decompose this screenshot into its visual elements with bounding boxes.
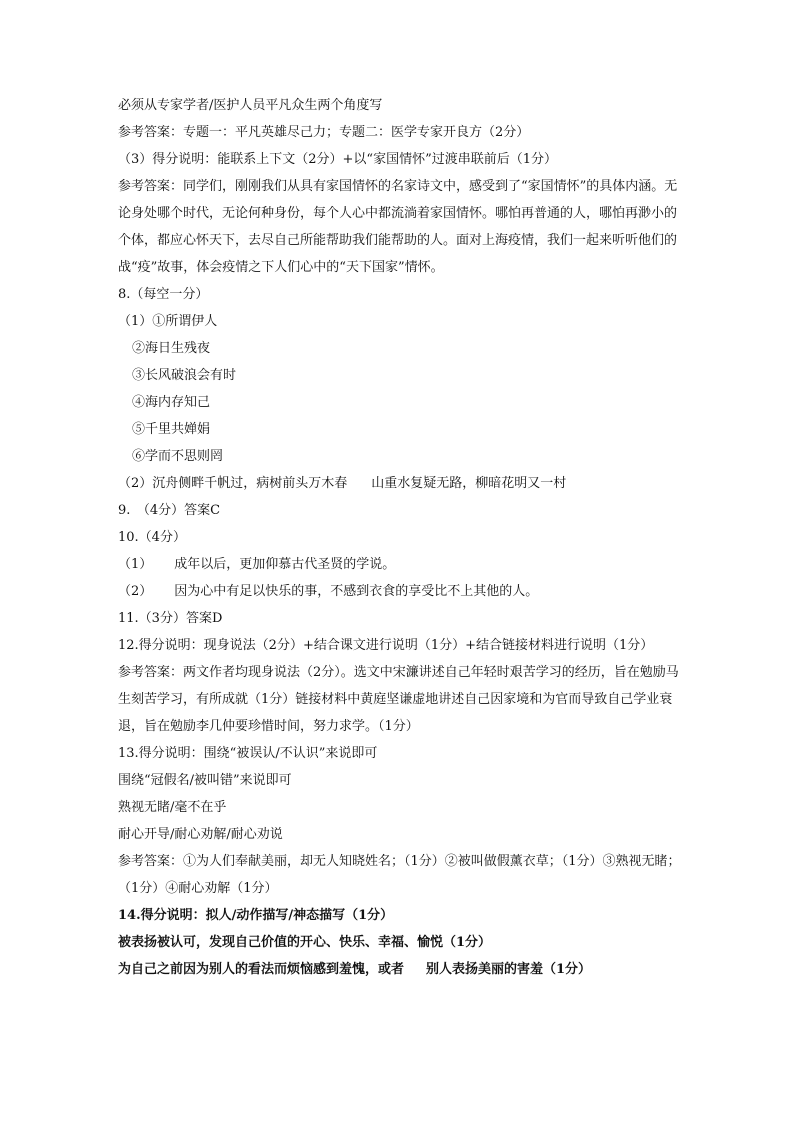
text-line: 熟视无睹/毫不在乎 <box>118 800 227 815</box>
text-segment: 为自己之前因为别人的看法而烦恼感到羞愧，或者 <box>118 962 405 977</box>
text-line: 围绕“冠假名/被叫错”来说即可 <box>118 773 292 788</box>
text-paragraph: 12.得分说明：现身说法（2分）+结合课文进行说明（1分）+结合链接材料进行说明（1分） <box>118 638 654 653</box>
text-line: ④海内存知己 <box>132 395 211 410</box>
text-segment: 山重水复疑无路，柳暗花明又一村 <box>371 476 567 491</box>
text-line: 必须从专家学者/医护人员平凡众生两个角度写 <box>118 98 383 113</box>
text-line: ⑥学而不思则罔 <box>132 449 224 464</box>
text-paragraph: 参考答案：同学们，刚刚我们从具有家国情怀的名家诗文中，感受到了“家国情怀”的具体内涵。无论身处哪个时代，无论何种身份，每个人心中都流淌着家国情怀。哪怕再普通的人，哪怕再渺小的个体，都应心怀天下，去尽自己所能帮助我们能帮助的人。面对上海疫情，我们一起来听听他们的战“疫”故事，体会疫情之下人们心中的“天下国家”情怀。 <box>118 179 678 275</box>
text-line: 14.得分说明：拟人/动作描写/神态描写（1分） <box>118 908 394 923</box>
text-line: 10.（4分） <box>118 530 186 545</box>
text-line: ⑤千里共婵娟 <box>132 422 211 437</box>
text-line: （1）①所谓伊人 <box>118 314 218 329</box>
text-line <box>118 551 686 578</box>
text-segment: （2） <box>118 584 153 599</box>
text-segment: （1） <box>118 557 153 572</box>
text-line: 被表扬被认可，发现自己价值的开心、快乐、幸福、愉悦（1分） <box>118 935 492 950</box>
text-line: 耐心开导/耐心劝解/耐心劝说 <box>118 827 283 842</box>
text-line <box>118 470 686 497</box>
text-line: 11.（3分）答案D <box>118 611 223 626</box>
text-line: ②海日生残夜 <box>132 341 211 356</box>
text-segment: 因为心中有足以快乐的事，不感到衣食的享受比不上其他的人。 <box>174 584 539 599</box>
text-line <box>118 578 686 605</box>
text-line <box>118 956 686 983</box>
text-line: 8.（每空一分） <box>118 287 209 302</box>
text-segment: （2）沉舟侧畔千帆过，病树前头万木春 <box>118 476 348 491</box>
text-paragraph: 参考答案：两文作者均现身说法（2分）。选文中宋濂讲述自己年轻时艰苦学习的经历，旨在勉励马生刻苦学习，有所成就（1分）链接材料中黄庭坚谦虚地讲述自己因家境和为官而导致自己学业衰退，旨在勉励李几仲要珍惜时间，努力求学。（1分） <box>118 665 679 734</box>
text-segment: 成年以后，更加仰慕古代圣贤的学说。 <box>174 557 396 572</box>
answer-key-content <box>118 92 686 983</box>
text-line: ③长风破浪会有时 <box>132 368 237 383</box>
text-line: 参考答案：专题一：平凡英雄尽己力；专题二：医学专家开良方（2分） <box>118 125 530 140</box>
text-line: （3）得分说明：能联系上下文（2分）+以“家国情怀”过渡串联前后（1分） <box>118 152 557 167</box>
text-line: 13.得分说明：围绕“被误认/不认识”来说即可 <box>118 746 378 761</box>
text-paragraph: 参考答案：①为人们奉献美丽，却无人知晓姓名；（1分）②被叫做假薰衣草；（1分）③熟视无睹；（1分）④耐心劝解（1分） <box>118 854 681 896</box>
text-line: 9. （4分）答案C <box>118 503 221 518</box>
text-segment: 别人表扬美丽的害羞（1分） <box>426 962 592 977</box>
